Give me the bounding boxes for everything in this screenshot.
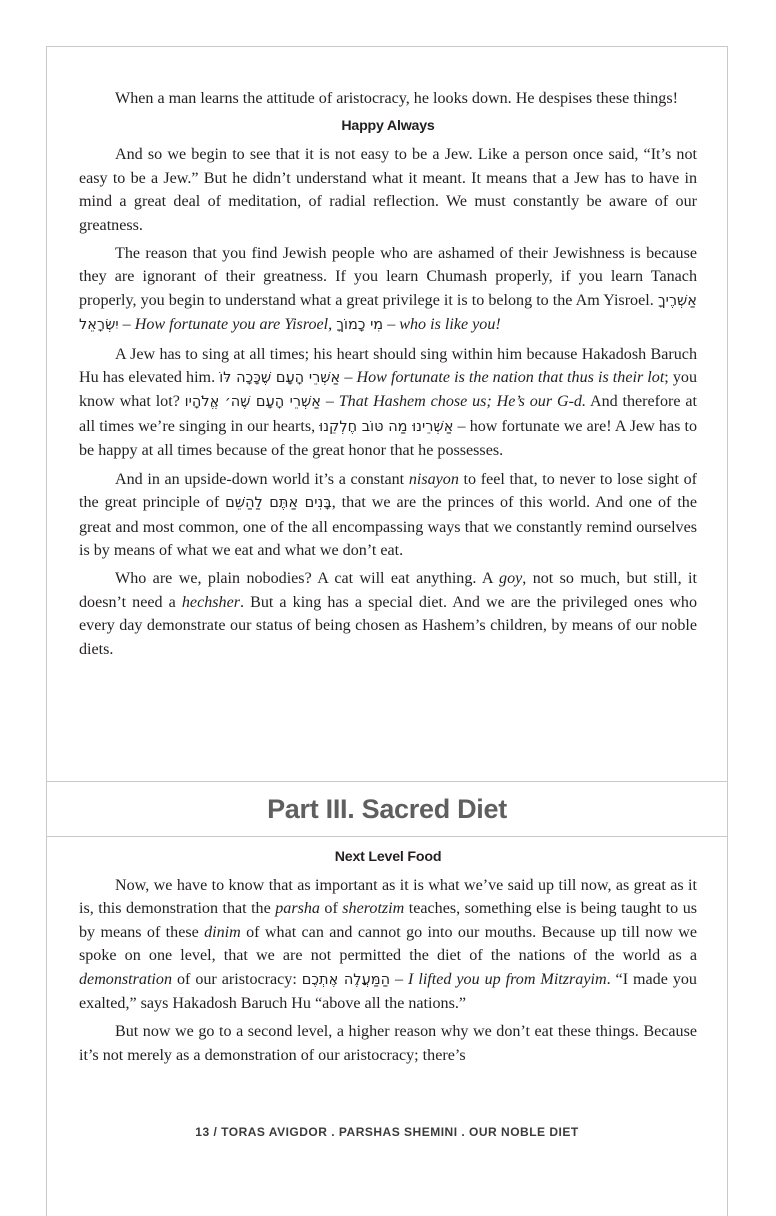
- text-run: to feel that, to never to lose sight of the great principle of: [79, 470, 697, 512]
- paragraph: But now we go to a second level, a higher reason why we don’t eat these things. Because it’s not merely as a demonstration of our aristocracy; there’s: [79, 1023, 697, 1064]
- text-run: , that we are the princes of this world. And one of the great and most common, one of the all encompassing ways that we constantly remind ourselves is by means of what we eat and what we don’t eat.: [79, 494, 697, 559]
- italic-text: dinim: [204, 923, 241, 941]
- part-title-band: [47, 781, 727, 837]
- paragraph: [79, 468, 697, 563]
- italic-text: How fortunate you are Yisroel,: [134, 316, 337, 334]
- italic-text: who is like you!: [399, 316, 501, 334]
- hebrew-text: בָּנִים אַתֶּם לַהַשֵּׁם: [225, 495, 332, 512]
- text-run: –: [390, 970, 409, 988]
- text-section-2: [79, 846, 697, 1072]
- italic-text: nisayon: [408, 470, 459, 488]
- paragraph: When a man learns the attitude of aristocracy, he looks down. He despises these things!: [115, 90, 678, 107]
- hebrew-text: אַשְׁרֶיךָ יִשְׂרָאֵל: [79, 292, 697, 334]
- text-run: –: [321, 393, 339, 411]
- text-run: –: [118, 316, 135, 334]
- text-run: A Jew has to sing at all times; his heart should sing within him because Hakadosh Baruch Hu has elevated him.: [79, 345, 697, 387]
- italic-text: That Hashem chose us; He’s our G-d.: [338, 393, 586, 411]
- italic-text: How fortunate is the nation that thus is their lot: [356, 369, 665, 387]
- hebrew-text: אַשְׁרֵינוּ מַה טּוֹב חֶלְקֵנוּ: [319, 418, 454, 435]
- text-run: of what can and cannot go into our mouths. Because up till now we spoke on one level, that we are not permitted the diet of the nations of the world as a: [79, 923, 697, 965]
- italic-text: goy: [499, 570, 523, 588]
- paragraph: [79, 874, 697, 1015]
- hebrew-text: הַמַּעֲלֶה אֶתְכֶם: [301, 971, 391, 988]
- italic-text: hechsher: [181, 593, 240, 611]
- text-run: The reason that you find Jewish people who are ashamed of their Jewishness is because they are ignorant of their greatness. If you learn Chumash properly, if you learn Tanach properly, you begin to understand what a great privilege it is to belong to the Am Yisroel.: [79, 245, 697, 309]
- paragraph: [79, 567, 697, 661]
- text-run: , not so much, but still, it doesn’t need a: [79, 570, 698, 611]
- paragraph: [79, 343, 697, 463]
- text-run: –: [383, 316, 400, 334]
- hebrew-text: אַשְׁרֵי הָעָם שֶׁכָּכָה לּוֹ: [219, 370, 341, 387]
- text-run: ; you know what lot?: [79, 369, 698, 411]
- italic-text: sherotzim: [342, 900, 405, 918]
- text-run: – how fortunate we are! A Jew has to be happy at all times because of the great honor that he possesses.: [79, 417, 697, 460]
- paragraph: [79, 242, 697, 338]
- subheading-next-level-food: Next Level Food: [334, 849, 442, 865]
- italic-text: demonstration: [79, 970, 172, 988]
- text-run: . But a king has a special diet. And we are the privileged ones who every day demonstrate our status of being chosen as Hashem’s children, by means of our noble diets.: [79, 593, 697, 658]
- text-run: teaches, something else is being taught to us by means of these: [79, 900, 698, 941]
- text-run: of: [319, 900, 343, 918]
- italic-text: parsha: [275, 900, 320, 918]
- text-run: And in an upside-down world it’s a constant: [115, 470, 409, 488]
- text-run: . “I made you exalted,” says Hakadosh Baruch Hu “above all the nations.”: [79, 970, 697, 1013]
- text-section-1: [79, 87, 697, 666]
- text-run: Now, we have to know that as important as it is what we’ve said up till now, as great as it is, this demonstration that the: [79, 877, 697, 918]
- text-run: Who are we, plain nobodies? A cat will eat anything. A: [115, 570, 500, 588]
- part-title: Part III. Sacred Diet: [267, 793, 507, 824]
- text-run: And therefore at all times we’re singing in our hearts,: [79, 393, 698, 435]
- text-run: –: [340, 369, 357, 387]
- text-run: of our aristocracy:: [172, 970, 302, 988]
- hebrew-text: מִי כָמוֹךָ: [336, 317, 384, 334]
- subheading-happy-always: Happy Always: [341, 118, 435, 135]
- page-footer: 13 / TORAS AVIGDOR . PARSHAS SHEMINI . OUR NOBLE DIET: [195, 1125, 579, 1139]
- paragraph: And so we begin to see that it is not easy to be a Jew. Like a person once said, “It’s not easy to be a Jew.” But he didn’t understand what it meant. It means that a Jew has to have in mind a great deal of meditation, of radial reflection. We must constantly be aware of our greatness.: [79, 146, 697, 234]
- italic-text: I lifted you up from Mitzrayim: [408, 970, 607, 988]
- hebrew-text: אַשְׁרֵי הָעָם שֶׁה׳ אֱלֹהָיו: [184, 394, 321, 411]
